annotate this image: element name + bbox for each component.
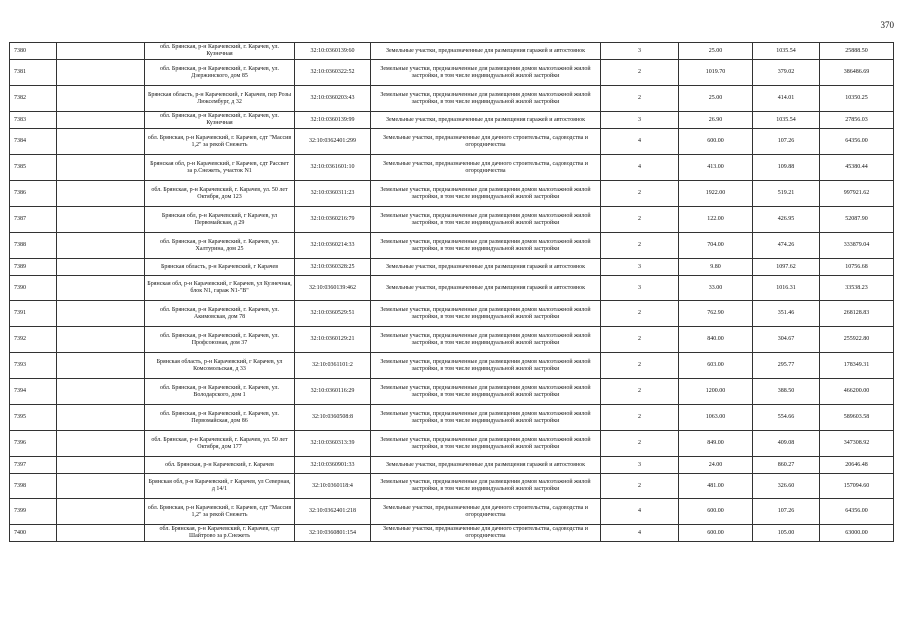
table-row bbox=[10, 86, 894, 112]
table-row bbox=[10, 327, 894, 353]
land-use-cell: Земельные участки, предназначенные для размещения гаражей и автостоянок bbox=[371, 457, 601, 474]
area-cell: 1063.00 bbox=[679, 405, 753, 431]
area-cell: 122.00 bbox=[679, 207, 753, 233]
table-row bbox=[10, 474, 894, 499]
address-cell: обл. Брянская, р-н Карачевский, г. Карачев, ул. Дзержинского, дом 85 bbox=[145, 60, 295, 86]
empty-cell bbox=[57, 43, 145, 60]
land-use-cell: Земельные участки, предназначенные для размещения домов малоэтажной жилой застройки, в том числе индивидуальной жилой застройки bbox=[371, 181, 601, 207]
group-cell: 4 bbox=[601, 499, 679, 525]
cadastral-number-cell: 32:10:0360529:51 bbox=[295, 301, 371, 327]
group-cell: 4 bbox=[601, 525, 679, 542]
land-use-cell: Земельные участки, предназначенные для размещения домов малоэтажной жилой застройки, в том числе индивидуальной жилой застройки bbox=[371, 86, 601, 112]
table-row bbox=[10, 43, 894, 60]
cadastral-number-cell: 32:10:0360328:25 bbox=[295, 259, 371, 276]
land-use-cell: Земельные участки, предназначенные для дачного строительства, садоводства и огородничества bbox=[371, 525, 601, 542]
address-cell: Брянская обл, р-н Карачевский, г Карачев, ул Первомайская, д 29 bbox=[145, 207, 295, 233]
land-use-cell: Земельные участки, предназначенные для размещения домов малоэтажной жилой застройки, в том числе индивидуальной жилой застройки bbox=[371, 405, 601, 431]
cadastral-cost-cell: 45380.44 bbox=[820, 155, 894, 181]
land-use-cell: Земельные участки, предназначенные для размещения домов малоэтажной жилой застройки, в том числе индивидуальной жилой застройки bbox=[371, 233, 601, 259]
empty-cell bbox=[57, 379, 145, 405]
group-cell: 3 bbox=[601, 457, 679, 474]
address-cell: обл. Брянская, р-н Карачевский, г. Карачев bbox=[145, 457, 295, 474]
row-number-cell: 7393 bbox=[10, 353, 57, 379]
area-cell: 413.00 bbox=[679, 155, 753, 181]
address-cell: обл. Брянская, р-н Карачевский, г. Карачев, ул. Кузнечная bbox=[145, 112, 295, 129]
area-cell: 849.00 bbox=[679, 431, 753, 457]
row-number-cell: 7381 bbox=[10, 60, 57, 86]
address-cell: Брянская обл, р-н Карачевский, г Карачев, ул Кузнечная, блок N1, гараж N1-"В" bbox=[145, 276, 295, 301]
specific-value-cell: 474.26 bbox=[753, 233, 820, 259]
table-row bbox=[10, 233, 894, 259]
empty-cell bbox=[57, 181, 145, 207]
cadastral-number-cell: 32:10:0362401:218 bbox=[295, 499, 371, 525]
address-cell: обл. Брянская, р-н Карачевский, г. Карачев, сдт "Массив 1,2" за рекой Снежеть bbox=[145, 129, 295, 155]
address-cell: обл. Брянская, р-н Карачевский, г. Карачев, ул. Халтурина, дом 25 bbox=[145, 233, 295, 259]
row-number-cell: 7392 bbox=[10, 327, 57, 353]
empty-cell bbox=[57, 155, 145, 181]
cadastral-number-cell: 32:10:0360139:60 bbox=[295, 43, 371, 60]
land-use-cell: Земельные участки, предназначенные для размещения домов малоэтажной жилой застройки, в том числе индивидуальной жилой застройки bbox=[371, 379, 601, 405]
table-row bbox=[10, 276, 894, 301]
specific-value-cell: 109.88 bbox=[753, 155, 820, 181]
cadastral-cost-cell: 52087.90 bbox=[820, 207, 894, 233]
empty-cell bbox=[57, 525, 145, 542]
empty-cell bbox=[57, 112, 145, 129]
address-cell: обл. Брянская, р-н Карачевский, г. Карачев, сдт Шайтрово за р.Снежеть bbox=[145, 525, 295, 542]
table-row bbox=[10, 301, 894, 327]
table-row bbox=[10, 379, 894, 405]
table-row bbox=[10, 181, 894, 207]
empty-cell bbox=[57, 474, 145, 499]
empty-cell bbox=[57, 457, 145, 474]
land-use-cell: Земельные участки, предназначенные для размещения домов малоэтажной жилой застройки, в том числе индивидуальной жилой застройки bbox=[371, 207, 601, 233]
table-body bbox=[10, 43, 894, 542]
group-cell: 4 bbox=[601, 129, 679, 155]
land-use-cell: Земельные участки, предназначенные для размещения гаражей и автостоянок bbox=[371, 112, 601, 129]
group-cell: 3 bbox=[601, 43, 679, 60]
table-row bbox=[10, 129, 894, 155]
empty-cell bbox=[57, 129, 145, 155]
group-cell: 2 bbox=[601, 379, 679, 405]
table-row bbox=[10, 112, 894, 129]
address-cell: обл. Брянская, р-н Карачевский, г. Карачев, ул. Кузнечная bbox=[145, 43, 295, 60]
area-cell: 600.00 bbox=[679, 499, 753, 525]
cadastral-cost-cell: 268128.83 bbox=[820, 301, 894, 327]
land-use-cell: Земельные участки, предназначенные для размещения домов малоэтажной жилой застройки, в том числе индивидуальной жилой застройки bbox=[371, 327, 601, 353]
row-number-cell: 7388 bbox=[10, 233, 57, 259]
cadastral-cost-cell: 64356.00 bbox=[820, 129, 894, 155]
row-number-cell: 7383 bbox=[10, 112, 57, 129]
cadastral-number-cell: 32:10:0360508:8 bbox=[295, 405, 371, 431]
area-cell: 1019.70 bbox=[679, 60, 753, 86]
group-cell: 2 bbox=[601, 431, 679, 457]
area-cell: 24.00 bbox=[679, 457, 753, 474]
specific-value-cell: 1035.54 bbox=[753, 112, 820, 129]
group-cell: 2 bbox=[601, 86, 679, 112]
land-use-cell: Земельные участки, предназначенные для размещения гаражей и автостоянок bbox=[371, 43, 601, 60]
page-number: 370 bbox=[880, 20, 894, 30]
specific-value-cell: 295.77 bbox=[753, 353, 820, 379]
land-use-cell: Земельные участки, предназначенные для дачного строительства, садоводства и огородничества bbox=[371, 499, 601, 525]
specific-value-cell: 304.67 bbox=[753, 327, 820, 353]
specific-value-cell: 326.60 bbox=[753, 474, 820, 499]
specific-value-cell: 105.00 bbox=[753, 525, 820, 542]
empty-cell bbox=[57, 233, 145, 259]
specific-value-cell: 409.08 bbox=[753, 431, 820, 457]
land-use-cell: Земельные участки, предназначенные для размещения гаражей и автостоянок bbox=[371, 276, 601, 301]
table-row bbox=[10, 353, 894, 379]
cadastral-cost-cell: 33538.23 bbox=[820, 276, 894, 301]
address-cell: обл. Брянская, р-н Карачевский, г. Карачев, ул. Первомайская, дом 86 bbox=[145, 405, 295, 431]
specific-value-cell: 1035.54 bbox=[753, 43, 820, 60]
row-number-cell: 7397 bbox=[10, 457, 57, 474]
table-row bbox=[10, 207, 894, 233]
row-number-cell: 7396 bbox=[10, 431, 57, 457]
address-cell: обл. Брянская, р-н Карачевский, г. Карачев, ул. Акимовская, дом 78 bbox=[145, 301, 295, 327]
address-cell: обл. Брянская, р-н Карачевский, г. Карачев, ул. 50 лет Октября, дом 177 bbox=[145, 431, 295, 457]
area-cell: 481.00 bbox=[679, 474, 753, 499]
empty-cell bbox=[57, 86, 145, 112]
table-row bbox=[10, 259, 894, 276]
specific-value-cell: 388.50 bbox=[753, 379, 820, 405]
row-number-cell: 7395 bbox=[10, 405, 57, 431]
specific-value-cell: 860.27 bbox=[753, 457, 820, 474]
specific-value-cell: 379.02 bbox=[753, 60, 820, 86]
address-cell: обл. Брянская, р-н Карачевский, г. Карачев, сдт "Массив 1,2" за рекой Снежеть bbox=[145, 499, 295, 525]
specific-value-cell: 519.21 bbox=[753, 181, 820, 207]
area-cell: 1200.00 bbox=[679, 379, 753, 405]
cadastral-cost-cell: 386486.69 bbox=[820, 60, 894, 86]
area-cell: 25.00 bbox=[679, 43, 753, 60]
empty-cell bbox=[57, 499, 145, 525]
cadastral-cost-cell: 255922.80 bbox=[820, 327, 894, 353]
group-cell: 2 bbox=[601, 301, 679, 327]
cadastral-number-cell: 32:10:0360118:4 bbox=[295, 474, 371, 499]
group-cell: 3 bbox=[601, 259, 679, 276]
land-use-cell: Земельные участки, предназначенные для размещения домов малоэтажной жилой застройки, в том числе индивидуальной жилой застройки bbox=[371, 301, 601, 327]
group-cell: 2 bbox=[601, 474, 679, 499]
specific-value-cell: 554.66 bbox=[753, 405, 820, 431]
group-cell: 2 bbox=[601, 207, 679, 233]
cadastral-cost-cell: 10350.25 bbox=[820, 86, 894, 112]
group-cell: 3 bbox=[601, 112, 679, 129]
row-number-cell: 7390 bbox=[10, 276, 57, 301]
cadastral-number-cell: 32:10:0360313:39 bbox=[295, 431, 371, 457]
empty-cell bbox=[57, 431, 145, 457]
row-number-cell: 7400 bbox=[10, 525, 57, 542]
cadastral-number-cell: 32:10:0361101:2 bbox=[295, 353, 371, 379]
cadastral-number-cell: 32:10:0360216:79 bbox=[295, 207, 371, 233]
row-number-cell: 7394 bbox=[10, 379, 57, 405]
area-cell: 26.90 bbox=[679, 112, 753, 129]
group-cell: 4 bbox=[601, 155, 679, 181]
land-parcel-table bbox=[9, 42, 894, 542]
area-cell: 1922.00 bbox=[679, 181, 753, 207]
specific-value-cell: 414.01 bbox=[753, 86, 820, 112]
area-cell: 603.00 bbox=[679, 353, 753, 379]
empty-cell bbox=[57, 259, 145, 276]
area-cell: 9.80 bbox=[679, 259, 753, 276]
group-cell: 3 bbox=[601, 276, 679, 301]
cadastral-cost-cell: 589603.58 bbox=[820, 405, 894, 431]
row-number-cell: 7387 bbox=[10, 207, 57, 233]
group-cell: 2 bbox=[601, 405, 679, 431]
land-use-cell: Земельные участки, предназначенные для размещения домов малоэтажной жилой застройки, в том числе индивидуальной жилой застройки bbox=[371, 353, 601, 379]
cadastral-cost-cell: 63000.00 bbox=[820, 525, 894, 542]
group-cell: 2 bbox=[601, 327, 679, 353]
address-cell: Брянская область, р-н Карачевский, г Карачев, пер Розы Люксембург, д 32 bbox=[145, 86, 295, 112]
empty-cell bbox=[57, 207, 145, 233]
cadastral-number-cell: 32:10:0360129:21 bbox=[295, 327, 371, 353]
group-cell: 2 bbox=[601, 181, 679, 207]
address-cell: Брянская область, р-н Карачевский, г Карачев bbox=[145, 259, 295, 276]
address-cell: обл. Брянская, р-н Карачевский, г. Карачев, ул. 50 лет Октября, дом 123 bbox=[145, 181, 295, 207]
cadastral-number-cell: 32:10:0360801:154 bbox=[295, 525, 371, 542]
cadastral-number-cell: 32:10:0360214:33 bbox=[295, 233, 371, 259]
cadastral-cost-cell: 466200.00 bbox=[820, 379, 894, 405]
group-cell: 2 bbox=[601, 353, 679, 379]
cadastral-number-cell: 32:10:0362401:299 bbox=[295, 129, 371, 155]
row-number-cell: 7399 bbox=[10, 499, 57, 525]
cadastral-number-cell: 32:10:0360203:43 bbox=[295, 86, 371, 112]
land-use-cell: Земельные участки, предназначенные для дачного строительства, садоводства и огородничества bbox=[371, 155, 601, 181]
address-cell: Брянская область, р-н Карачевский, г Карачев, ул Комсомольская, д 33 bbox=[145, 353, 295, 379]
cadastral-cost-cell: 178349.31 bbox=[820, 353, 894, 379]
group-cell: 2 bbox=[601, 233, 679, 259]
cadastral-cost-cell: 157094.60 bbox=[820, 474, 894, 499]
empty-cell bbox=[57, 405, 145, 431]
row-number-cell: 7386 bbox=[10, 181, 57, 207]
area-cell: 762.90 bbox=[679, 301, 753, 327]
cadastral-cost-cell: 333879.04 bbox=[820, 233, 894, 259]
land-use-cell: Земельные участки, предназначенные для размещения домов малоэтажной жилой застройки, в том числе индивидуальной жилой застройки bbox=[371, 474, 601, 499]
area-cell: 704.00 bbox=[679, 233, 753, 259]
specific-value-cell: 107.26 bbox=[753, 499, 820, 525]
land-use-cell: Земельные участки, предназначенные для размещения домов малоэтажной жилой застройки, в том числе индивидуальной жилой застройки bbox=[371, 431, 601, 457]
specific-value-cell: 1097.62 bbox=[753, 259, 820, 276]
table-row bbox=[10, 431, 894, 457]
specific-value-cell: 1016.31 bbox=[753, 276, 820, 301]
table-row bbox=[10, 525, 894, 542]
area-cell: 25.00 bbox=[679, 86, 753, 112]
address-cell: Брянская обл, р-н Карачевский, г Карачев, ул Северная, д 14/1 bbox=[145, 474, 295, 499]
row-number-cell: 7389 bbox=[10, 259, 57, 276]
cadastral-number-cell: 32:10:0360901:33 bbox=[295, 457, 371, 474]
area-cell: 840.00 bbox=[679, 327, 753, 353]
group-cell: 2 bbox=[601, 60, 679, 86]
table-row bbox=[10, 499, 894, 525]
cadastral-number-cell: 32:10:0360116:29 bbox=[295, 379, 371, 405]
row-number-cell: 7380 bbox=[10, 43, 57, 60]
cadastral-cost-cell: 27856.03 bbox=[820, 112, 894, 129]
table-row bbox=[10, 405, 894, 431]
table-row bbox=[10, 457, 894, 474]
specific-value-cell: 351.46 bbox=[753, 301, 820, 327]
address-cell: обл. Брянская, р-н Карачевский, г. Карачев, ул. Володарского, дом 1 bbox=[145, 379, 295, 405]
row-number-cell: 7384 bbox=[10, 129, 57, 155]
cadastral-number-cell: 32:10:0360139:99 bbox=[295, 112, 371, 129]
area-cell: 600.00 bbox=[679, 525, 753, 542]
land-use-cell: Земельные участки, предназначенные для размещения домов малоэтажной жилой застройки, в том числе индивидуальной жилой застройки bbox=[371, 60, 601, 86]
cadastral-number-cell: 32:10:0360311:23 bbox=[295, 181, 371, 207]
empty-cell bbox=[57, 276, 145, 301]
land-use-cell: Земельные участки, предназначенные для дачного строительства, садоводства и огородничества bbox=[371, 129, 601, 155]
address-cell: обл. Брянская, р-н Карачевский, г. Карачев, ул. Профсоюзная, дом 37 bbox=[145, 327, 295, 353]
area-cell: 600.00 bbox=[679, 129, 753, 155]
empty-cell bbox=[57, 327, 145, 353]
land-use-cell: Земельные участки, предназначенные для размещения гаражей и автостоянок bbox=[371, 259, 601, 276]
address-cell: Брянская обл, р-н Карачевский, г Карачев, сдт Рассвет за р.Снежеть, участок N1 bbox=[145, 155, 295, 181]
cadastral-cost-cell: 10756.68 bbox=[820, 259, 894, 276]
cadastral-cost-cell: 20646.48 bbox=[820, 457, 894, 474]
table-row bbox=[10, 155, 894, 181]
cadastral-number-cell: 32:10:0360322:52 bbox=[295, 60, 371, 86]
specific-value-cell: 107.26 bbox=[753, 129, 820, 155]
row-number-cell: 7391 bbox=[10, 301, 57, 327]
cadastral-cost-cell: 997921.62 bbox=[820, 181, 894, 207]
table-row bbox=[10, 60, 894, 86]
cadastral-number-cell: 32:10:0360139:462 bbox=[295, 276, 371, 301]
area-cell: 33.00 bbox=[679, 276, 753, 301]
cadastral-cost-cell: 347308.92 bbox=[820, 431, 894, 457]
cadastral-cost-cell: 25888.50 bbox=[820, 43, 894, 60]
empty-cell bbox=[57, 60, 145, 86]
row-number-cell: 7398 bbox=[10, 474, 57, 499]
empty-cell bbox=[57, 301, 145, 327]
empty-cell bbox=[57, 353, 145, 379]
cadastral-number-cell: 32:10:0361601:10 bbox=[295, 155, 371, 181]
specific-value-cell: 426.95 bbox=[753, 207, 820, 233]
row-number-cell: 7385 bbox=[10, 155, 57, 181]
cadastral-cost-cell: 64356.00 bbox=[820, 499, 894, 525]
row-number-cell: 7382 bbox=[10, 86, 57, 112]
